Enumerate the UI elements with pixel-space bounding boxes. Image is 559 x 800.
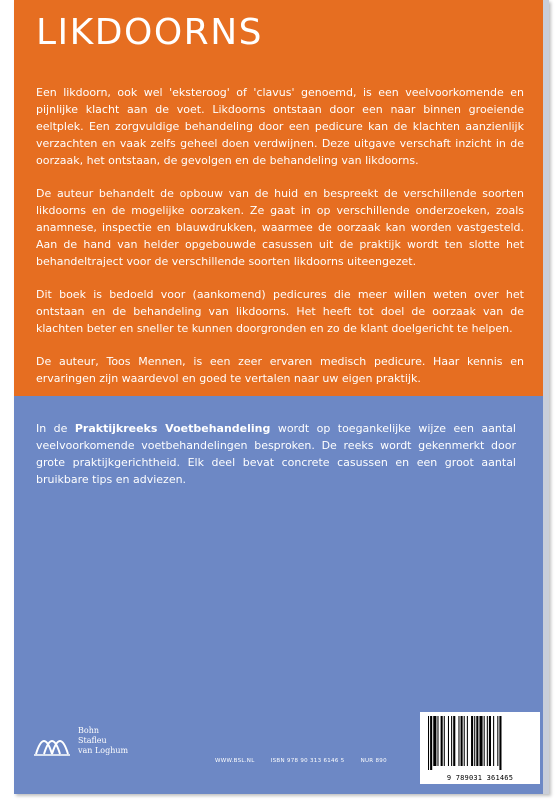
author-paragraph: De auteur, Toos Mennen, is een zeer ervaren medisch pedicure. Haar kennis en ervaringen zijn waardevol en goed te vertalen naar uw eigen praktijk. <box>36 355 524 385</box>
barcode-bar <box>433 716 436 766</box>
barcode-bar <box>479 716 482 766</box>
book-back-cover <box>14 0 549 794</box>
publisher-name-line: Stafleu <box>78 736 107 745</box>
barcode-bar <box>453 716 455 766</box>
barcode-bar <box>464 716 465 766</box>
series-text: wordt op toegankelijke wijze een aantal veelvoorkomende voetbehandelingen besproken. De reeks wordt gekenmerkt door grote praktijkgerichtheid. Elk deel bevat concrete casussen en een groot aantal bruikbare tips en adviezen. <box>36 422 516 486</box>
barcode-bar <box>484 716 485 766</box>
series-paragraph <box>36 420 516 488</box>
barcode-bar <box>428 716 429 770</box>
barcode-bars-icon <box>426 716 534 770</box>
publisher-name-line: Bohn <box>78 726 99 735</box>
barcode-bar <box>430 716 432 770</box>
cover-edge <box>543 0 549 794</box>
blurb-paragraph: Een likdoorn, ook wel 'eksteroog' of 'clavus' genoemd, is een veelvoorkomende en pijnlijke klacht aan de voet. Likdoorns ontstaan door een naar binnen groeiende eeltplek. Een zorgvuldige behandeling door een pedicure kan de klachten aanzienlijk verzachten en vaak zelfs geheel doen verdwijnen. Deze uitgave verschaft inzicht in de oorzaak, het ontstaan, de gevolgen en de behandeling van likdoorns. <box>36 86 524 167</box>
barcode-bar <box>476 716 478 766</box>
publisher-name-line: van Loghum <box>78 746 129 755</box>
blurb <box>36 84 524 403</box>
barcode-bar <box>493 716 494 766</box>
publisher-website: WWW.BSL.NL <box>215 758 255 764</box>
barcode-bar <box>499 716 501 770</box>
barcode-bar <box>467 716 468 766</box>
blurb-paragraph: De auteur behandelt de opbouw van de huid en bespreekt de verschillende soorten likdoorns en de mogelijke oorzaken. Ze gaat in op verschillende onderzoeken, zoals anamnese, inspectie en blauwdrukken, waarmee de oorzaak kan worden vastgesteld. Aan de hand van helder opgebouwde casussen uit de praktijk wordt ten slotte het behandeltraject voor de verschillende soorten likdoorns uiteengezet. <box>36 187 524 268</box>
publisher-logo-icon <box>32 724 72 758</box>
barcode-bar <box>471 716 473 766</box>
barcode <box>420 712 540 784</box>
barcode-digits: 9 789031 361465 <box>446 774 514 782</box>
barcode-bar <box>451 716 452 766</box>
blurb-paragraph: Dit boek is bedoeld voor (aankomend) pedicures die meer willen weten over het ontstaan en de behandeling van likdoorns. Het heeft tot doel de oorzaak van de klachten beter en sneller te kunnen doorgronden en zo de klant doelgericht te helpen. <box>36 288 524 335</box>
barcode-bar <box>474 716 475 766</box>
series-name: Praktijkreeks Voetbehandeling <box>74 422 271 435</box>
series-intro: In de <box>36 422 75 435</box>
barcode-bar <box>441 716 443 766</box>
barcode-bar <box>444 716 445 766</box>
barcode-bar <box>497 716 498 766</box>
barcode-bar <box>489 716 491 766</box>
book-title: LIKDOORNS <box>36 12 263 53</box>
barcode-bar <box>437 716 438 766</box>
series-description <box>36 420 516 504</box>
nur-code: NUR 890 <box>360 758 387 764</box>
publisher-name <box>78 726 128 756</box>
isbn: ISBN 978 90 313 6146 5 <box>270 758 345 764</box>
barcode-bar <box>461 716 463 766</box>
orange-panel <box>14 0 543 396</box>
barcode-bar <box>458 716 459 766</box>
publisher-block <box>32 724 128 758</box>
imprint-line <box>215 758 401 764</box>
barcode-bar <box>487 716 488 766</box>
barcode-bar <box>448 716 449 766</box>
